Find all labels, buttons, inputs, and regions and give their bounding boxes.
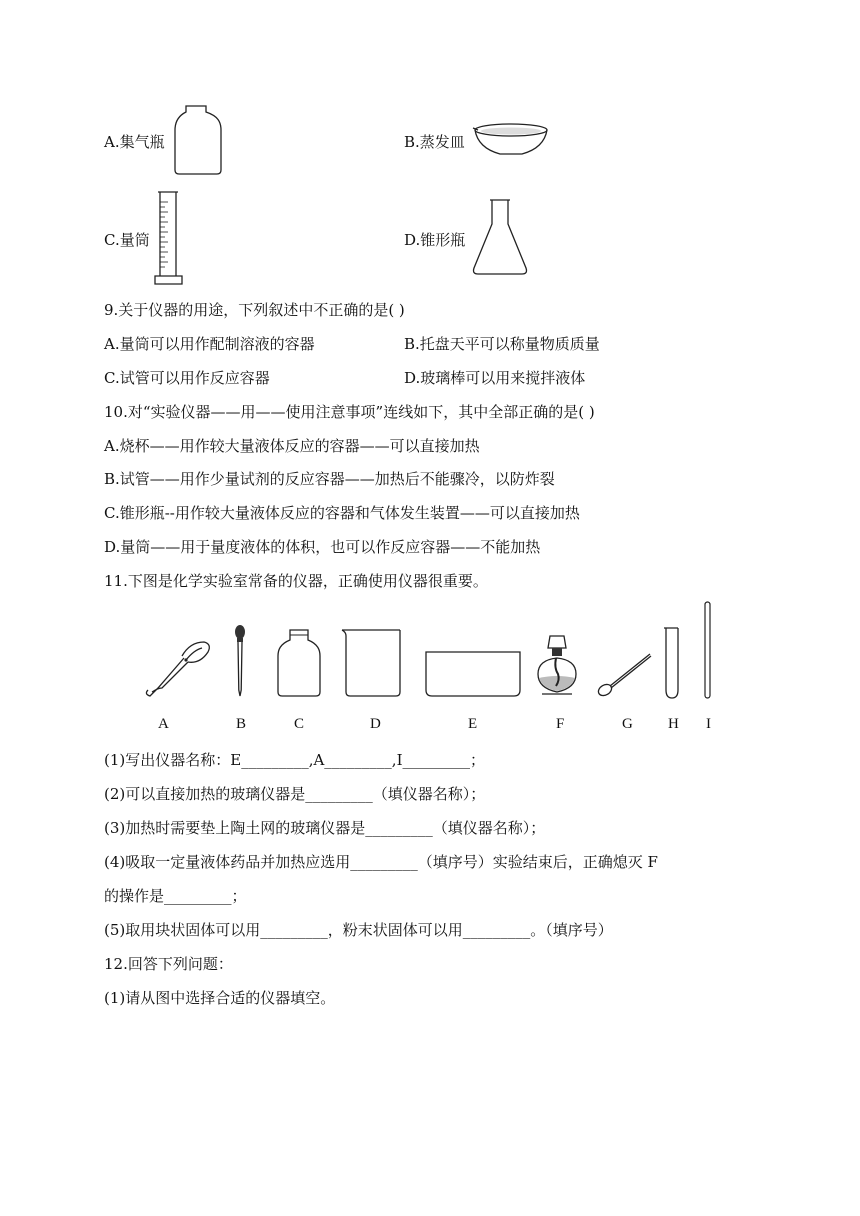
- crucible-tongs-icon: [142, 636, 214, 698]
- q10-option-b: B.试管——用作少量试剂的反应容器——加热后不能骤冷，以防炸裂: [104, 470, 555, 488]
- evaporating-dish-icon: [472, 122, 552, 160]
- q12-stem: 12.回答下列问题：: [104, 955, 233, 973]
- q10-option-d: D.量筒——用于量度液体的体积，也可以作反应容器——不能加热: [104, 538, 541, 556]
- q11-part-5: (5)取用块状固体可以用_________，粉末状固体可以用_________。（填序号）: [104, 921, 613, 939]
- q11-part-4-line2: 的操作是_________；: [104, 887, 247, 905]
- figure-label-d: D: [370, 716, 381, 732]
- beaker-icon: [340, 626, 406, 700]
- q9-option-b: B.托盘天平可以称量物质质量: [404, 335, 600, 353]
- glass-rod-icon: [702, 600, 714, 702]
- q9-option-d: D.玻璃棒可以用来搅拌液体: [404, 369, 586, 387]
- reagent-bottle-icon: [276, 628, 324, 700]
- water-trough-icon: [424, 648, 524, 700]
- q11-part-3: (3)加热时需要垫上陶土网的玻璃仪器是_________（填仪器名称）；: [104, 819, 546, 837]
- q11-part-4-line1: (4)吸取一定量液体药品并加热应选用_________（填序号）实验结束后，正确熄灭 F: [104, 853, 658, 871]
- option-a-gas-bottle: A.集气瓶: [104, 133, 165, 151]
- figure-label-i: I: [706, 716, 711, 732]
- gas-collecting-bottle-icon: [172, 104, 224, 178]
- q9-stem: 9.关于仪器的用途，下列叙述中不正确的是( ): [104, 301, 405, 319]
- q12-part-1: (1)请从图中选择合适的仪器填空。: [104, 989, 336, 1007]
- q11-stem: 11.下图是化学实验室常备的仪器，正确使用仪器很重要。: [104, 572, 488, 590]
- q9-option-a: A.量筒可以用作配制溶液的容器: [104, 335, 315, 353]
- figure-label-a: A: [158, 716, 169, 732]
- q10-option-c: C.锥形瓶--用作较大量液体反应的容器和气体发生装置——可以直接加热: [104, 504, 580, 522]
- option-d-conical-flask: D.锥形瓶: [404, 231, 466, 249]
- figure-label-e: E: [468, 716, 478, 732]
- test-tube-icon: [662, 626, 682, 702]
- option-c-graduated-cylinder: C.量筒: [104, 231, 150, 249]
- q9-option-c: C.试管可以用作反应容器: [104, 369, 270, 387]
- q11-part-2: (2)可以直接加热的玻璃仪器是_________（填仪器名称）；: [104, 785, 486, 803]
- conical-flask-icon: [470, 198, 532, 280]
- q11-part-1: (1)写出仪器名称：E_________,A_________,I_________；: [104, 751, 485, 769]
- medicine-spoon-icon: [596, 648, 654, 700]
- figure-label-c: C: [294, 716, 305, 732]
- q10-stem: 10.对“实验仪器——用——使用注意事项”连线如下，其中全部正确的是( ): [104, 403, 595, 421]
- option-b-evaporating-dish: B.蒸发皿: [404, 133, 465, 151]
- figure-label-f: F: [556, 716, 565, 732]
- figure-label-g: G: [622, 716, 633, 732]
- figure-label-h: H: [668, 716, 679, 732]
- dropper-icon: [232, 624, 248, 698]
- figure-label-b: B: [236, 716, 247, 732]
- alcohol-lamp-icon: [534, 634, 582, 702]
- q10-option-a: A.烧杯——用作较大量液体反应的容器——可以直接加热: [104, 437, 480, 455]
- graduated-cylinder-icon: [154, 190, 188, 288]
